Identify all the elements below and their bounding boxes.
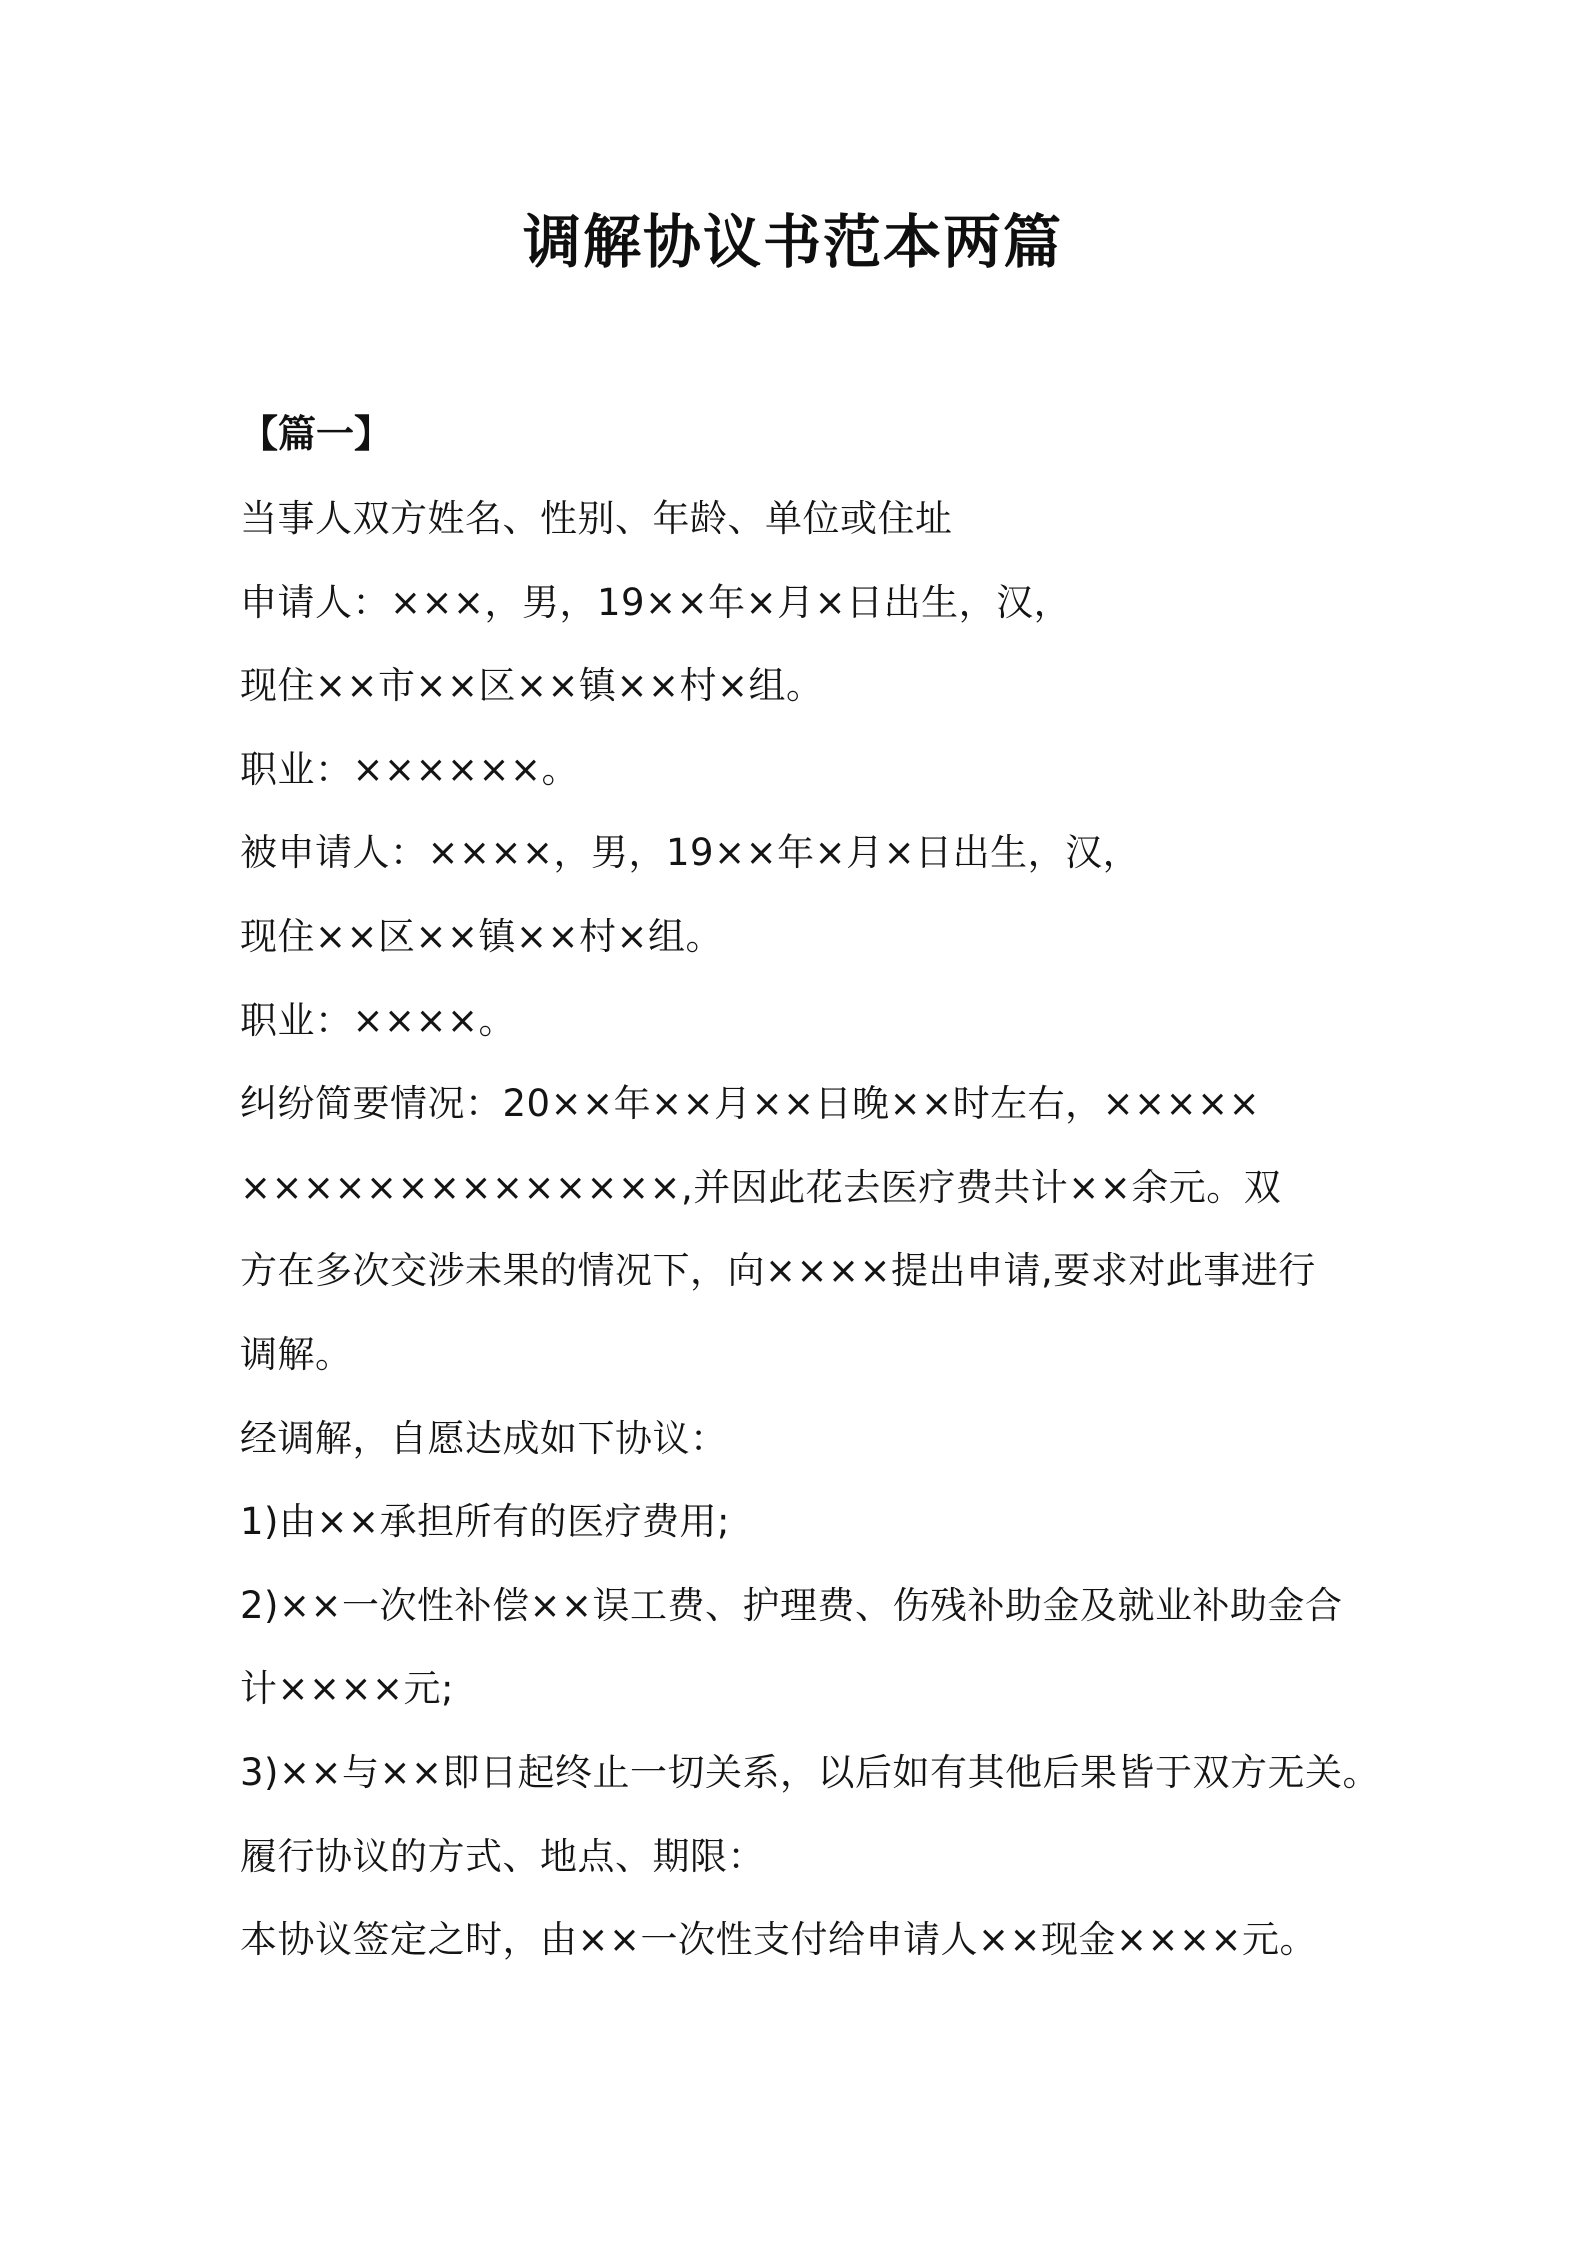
- body-line: 1)由××承担所有的医疗费用;: [240, 1500, 730, 1544]
- body-line: 方在多次交涉未果的情况下，向××××提出申请,要求对此事进行: [240, 1249, 1316, 1293]
- document-body: [240, 489, 1380, 1994]
- body-line: 申请人：×××，男，19××年×月×日出生，汉，: [240, 580, 1072, 624]
- section-heading: 【篇一】: [240, 412, 393, 456]
- body-line: 3)××与××即日起终止一切关系，以后如有其他后果皆于双方无关。: [240, 1750, 1380, 1794]
- body-line: 当事人双方姓名、性别、年龄、单位或住址: [240, 497, 953, 540]
- body-line: 职业：××××。: [240, 998, 517, 1042]
- body-line: 调解。: [240, 1332, 353, 1376]
- body-line: 本协议签定之时，由××一次性支付给申请人××现金××××元。: [240, 1918, 1318, 1962]
- body-line: 现住××市××区××镇××村×组。: [240, 664, 824, 708]
- body-line: 2)××一次性补偿××误工费、护理费、伤残补助金及就业补助金合: [240, 1583, 1343, 1627]
- body-line: 履行协议的方式、地点、期限：: [240, 1834, 765, 1878]
- body-line: 计××××元;: [240, 1667, 454, 1711]
- body-line: 职业：××××××。: [240, 747, 580, 791]
- body-line: 纠纷简要情况：20××年××月××日晚××时左右，×××××: [240, 1082, 1261, 1126]
- body-line: 经调解，自愿达成如下协议：: [240, 1416, 728, 1460]
- body-line: 现住××区××镇××村×组。: [240, 914, 724, 958]
- document-title: 调解协议书范本两篇: [522, 208, 1063, 276]
- body-line: ××××××××××××××,并因此花去医疗费共计××余元。双: [240, 1165, 1282, 1209]
- body-line: 被申请人：××××，男，19××年×月×日出生，汉，: [240, 831, 1141, 875]
